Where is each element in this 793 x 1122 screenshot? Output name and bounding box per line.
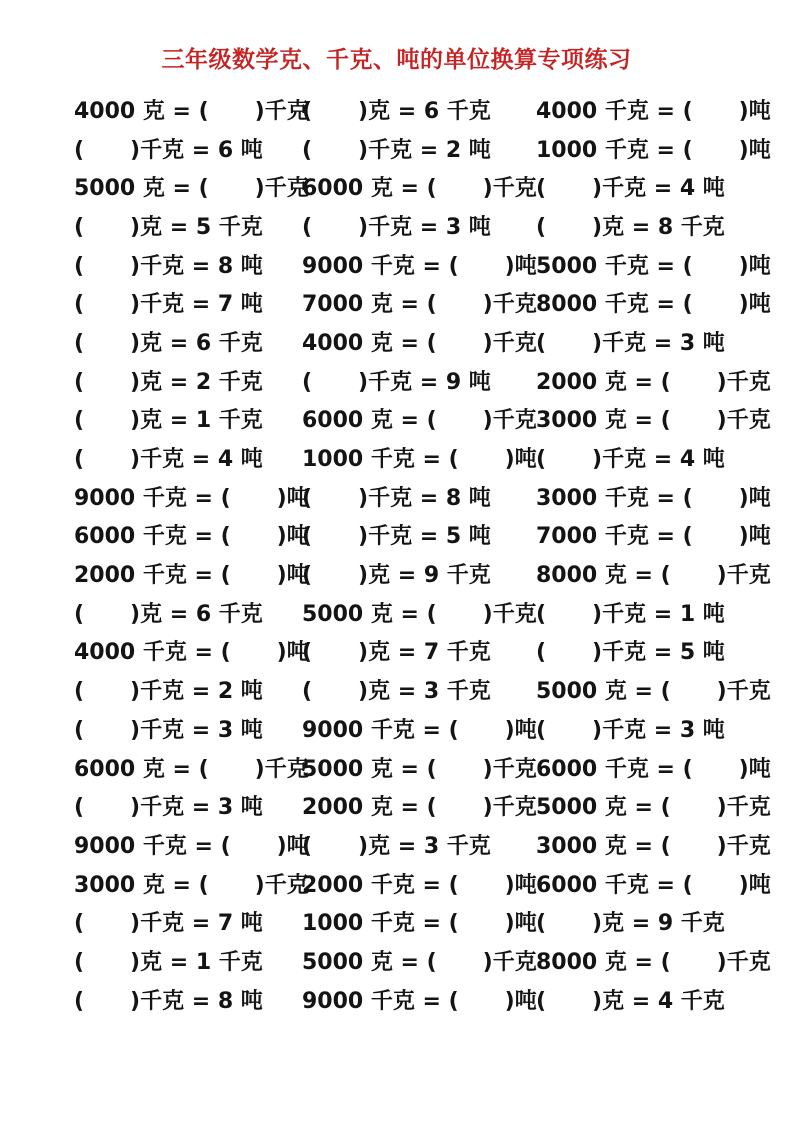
problem-row bbox=[74, 902, 763, 941]
problem-row bbox=[74, 864, 771, 903]
problem-row bbox=[74, 438, 763, 477]
problem: 8000 千克 = ( )吨 bbox=[536, 292, 771, 318]
problem-row bbox=[74, 90, 771, 129]
problem: 5000 克 = ( )千克 bbox=[536, 795, 771, 821]
problem: 6000 克 = ( )千克 bbox=[302, 408, 537, 434]
problem: 9000 千克 = ( )吨 bbox=[302, 988, 537, 1014]
problem-row bbox=[74, 167, 763, 206]
problem: 2000 千克 = ( )吨 bbox=[302, 872, 537, 898]
problem: 1000 千克 = ( )吨 bbox=[302, 911, 537, 937]
problem: ( )克 = 1 千克 bbox=[74, 949, 263, 975]
problem: ( )克 = 8 千克 bbox=[536, 214, 725, 240]
problem: 7000 克 = ( )千克 bbox=[302, 292, 537, 318]
problem: ( )千克 = 4 吨 bbox=[74, 447, 263, 473]
problem: ( )千克 = 8 吨 bbox=[74, 253, 263, 279]
problem: 5000 克 = ( )千克 bbox=[302, 601, 537, 627]
problem-row bbox=[74, 786, 771, 825]
problem: ( )千克 = 2 吨 bbox=[74, 679, 263, 705]
problem: 5000 克 = ( )千克 bbox=[302, 949, 537, 975]
problem: ( )克 = 6 千克 bbox=[74, 330, 263, 356]
problem: ( )千克 = 6 吨 bbox=[74, 137, 263, 163]
problem: 3000 克 = ( )千克 bbox=[536, 833, 771, 859]
problem-row bbox=[74, 283, 771, 322]
problem: 3000 克 = ( )千克 bbox=[536, 408, 771, 434]
problem: 1000 千克 = ( )吨 bbox=[536, 137, 771, 163]
problem-row bbox=[74, 941, 771, 980]
problem: ( )千克 = 3 吨 bbox=[302, 214, 491, 240]
problem: ( )千克 = 2 吨 bbox=[302, 137, 491, 163]
problem: ( )克 = 9 千克 bbox=[536, 911, 725, 937]
problem: 9000 千克 = ( )吨 bbox=[302, 717, 537, 743]
problem: ( )克 = 4 千克 bbox=[536, 988, 725, 1014]
problem: ( )克 = 5 千克 bbox=[74, 214, 263, 240]
problem: ( )千克 = 3 吨 bbox=[536, 330, 725, 356]
problem-row bbox=[74, 709, 763, 748]
problem-row bbox=[74, 825, 771, 864]
problem: ( )千克 = 7 吨 bbox=[74, 292, 263, 318]
problem-row bbox=[74, 554, 771, 593]
problem: ( )克 = 3 千克 bbox=[302, 679, 491, 705]
problem: ( )克 = 1 千克 bbox=[74, 408, 263, 434]
problem: ( )克 = 6 千克 bbox=[74, 601, 263, 627]
problem: 6000 千克 = ( )吨 bbox=[74, 524, 309, 550]
problem: ( )千克 = 8 吨 bbox=[74, 988, 263, 1014]
problem: ( )千克 = 1 吨 bbox=[536, 601, 725, 627]
problem: 9000 千克 = ( )吨 bbox=[302, 253, 537, 279]
problem: 3000 千克 = ( )吨 bbox=[536, 485, 771, 511]
problem: 4000 克 = ( )千克 bbox=[302, 330, 537, 356]
problem: 6000 千克 = ( )吨 bbox=[536, 756, 771, 782]
problem: 8000 克 = ( )千克 bbox=[536, 563, 771, 589]
problem: 4000 千克 = ( )吨 bbox=[536, 98, 771, 124]
problem: ( )千克 = 9 吨 bbox=[302, 369, 491, 395]
problem: 2000 克 = ( )千克 bbox=[536, 369, 771, 395]
problem: 5000 克 = ( )千克 bbox=[536, 679, 771, 705]
problem: 9000 千克 = ( )吨 bbox=[74, 833, 309, 859]
problem: 3000 克 = ( )千克 bbox=[74, 872, 309, 898]
problem: 5000 千克 = ( )吨 bbox=[536, 253, 771, 279]
problem: ( )千克 = 3 吨 bbox=[74, 795, 263, 821]
problem-row bbox=[74, 206, 763, 245]
problem: ( )千克 = 3 吨 bbox=[74, 717, 263, 743]
problem: 1000 千克 = ( )吨 bbox=[302, 447, 537, 473]
problem-row bbox=[74, 748, 771, 787]
worksheet-title: 三年级数学克、千克、吨的单位换算专项练习 bbox=[161, 47, 632, 73]
problem: ( )千克 = 4 吨 bbox=[536, 447, 725, 473]
problem-row bbox=[74, 245, 771, 284]
problem: 6000 克 = ( )千克 bbox=[74, 756, 309, 782]
problem-row bbox=[74, 322, 763, 361]
problem: ( )克 = 9 千克 bbox=[302, 563, 491, 589]
problem: 2000 千克 = ( )吨 bbox=[74, 563, 309, 589]
problem: ( )克 = 6 千克 bbox=[302, 98, 491, 124]
problem: 4000 克 = ( )千克 bbox=[74, 98, 309, 124]
problem: ( )千克 = 3 吨 bbox=[536, 717, 725, 743]
problem-row bbox=[74, 632, 763, 671]
problem: ( )千克 = 8 吨 bbox=[302, 485, 491, 511]
problem: 2000 克 = ( )千克 bbox=[302, 795, 537, 821]
problem: ( )千克 = 7 吨 bbox=[74, 911, 263, 937]
problem: ( )千克 = 4 吨 bbox=[536, 176, 725, 202]
problem: ( )克 = 7 千克 bbox=[302, 640, 491, 666]
problem: ( )千克 = 5 吨 bbox=[536, 640, 725, 666]
problem-row bbox=[74, 477, 771, 516]
problem: 5000 克 = ( )千克 bbox=[302, 756, 537, 782]
problem: 7000 千克 = ( )吨 bbox=[536, 524, 771, 550]
problem: ( )千克 = 5 吨 bbox=[302, 524, 491, 550]
problem: 4000 千克 = ( )吨 bbox=[74, 640, 309, 666]
problem-row bbox=[74, 129, 771, 168]
problem: 9000 千克 = ( )吨 bbox=[74, 485, 309, 511]
problem-row bbox=[74, 400, 771, 439]
problem: 6000 克 = ( )千克 bbox=[302, 176, 537, 202]
problem-row bbox=[74, 980, 763, 1019]
problem-row bbox=[74, 361, 771, 400]
problem-row bbox=[74, 516, 771, 555]
problem: 8000 克 = ( )千克 bbox=[536, 949, 771, 975]
problem: ( )克 = 2 千克 bbox=[74, 369, 263, 395]
problem-row bbox=[74, 670, 771, 709]
problem: 6000 千克 = ( )吨 bbox=[536, 872, 771, 898]
problem: 5000 克 = ( )千克 bbox=[74, 176, 309, 202]
problem: ( )克 = 3 千克 bbox=[302, 833, 491, 859]
problem-row bbox=[74, 593, 763, 632]
problem-grid bbox=[74, 90, 771, 1019]
